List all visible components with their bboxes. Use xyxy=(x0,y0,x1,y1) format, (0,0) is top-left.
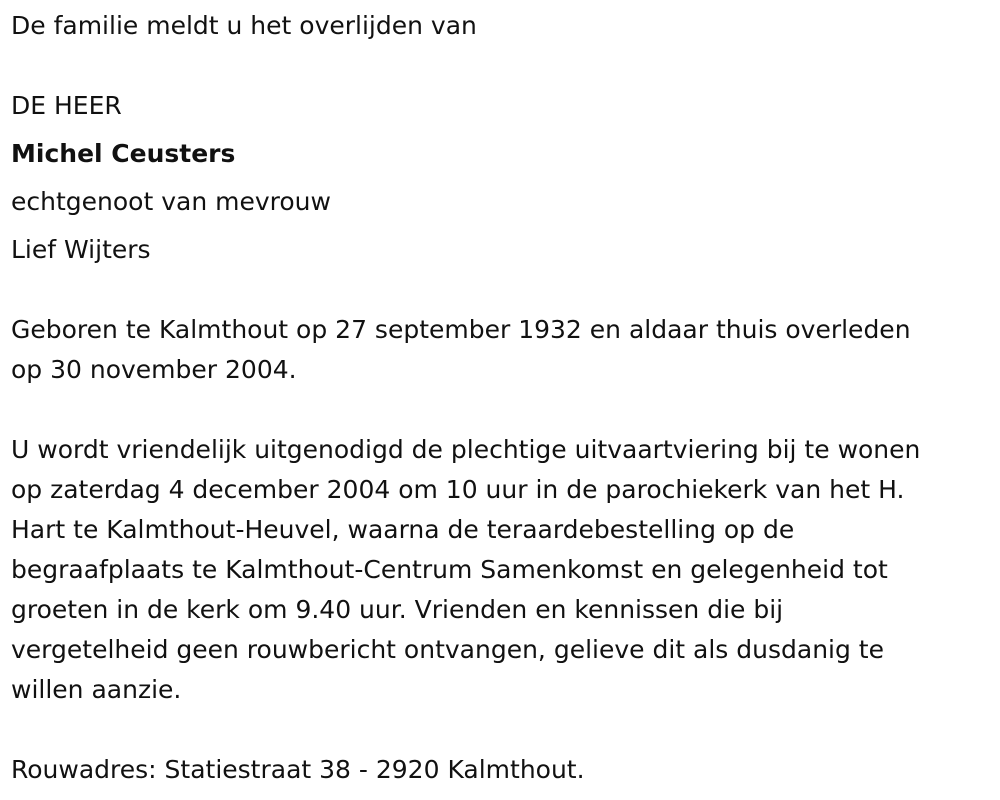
spouse-line-2: Lief Wijters xyxy=(11,235,151,264)
intro-text: De familie meldt u het overlijden van xyxy=(11,11,477,40)
funeral-line: begraafplaats te Kalmthout-Centrum Samenkomst en gelegenheid tot xyxy=(11,555,888,584)
funeral-line: vergetelheid geen rouwbericht ontvangen, gelieve dit als dusdanig te xyxy=(11,635,884,664)
funeral-line: op zaterdag 4 december 2004 om 10 uur in de parochiekerk van het H. xyxy=(11,475,905,504)
funeral-paragraph xyxy=(11,430,991,710)
funeral-line: Hart te Kalmthout-Heuvel, waarna de teraardebestelling op de xyxy=(11,515,795,544)
funeral-line: willen aanzie. xyxy=(11,675,182,704)
spacer xyxy=(11,222,991,230)
birth-death-line-2: op 30 november 2004. xyxy=(11,355,297,384)
spacer xyxy=(11,46,991,86)
mourning-address: Rouwadres: Statiestraat 38 - 2920 Kalmthout. xyxy=(11,755,585,784)
honorific-title: DE HEER xyxy=(11,91,122,120)
spacer xyxy=(11,174,991,182)
spacer xyxy=(11,270,991,310)
spouse-line-1: echtgenoot van mevrouw xyxy=(11,187,331,216)
birth-death-line-1: Geboren te Kalmthout op 27 september 1932 en aldaar thuis overleden xyxy=(11,315,911,344)
spacer xyxy=(11,390,991,430)
death-notice xyxy=(11,6,991,790)
funeral-line: U wordt vriendelijk uitgenodigd de plechtige uitvaartviering bij te wonen xyxy=(11,435,921,464)
spacer xyxy=(11,710,991,750)
funeral-line: groeten in de kerk om 9.40 uur. Vrienden en kennissen die bij xyxy=(11,595,784,624)
spacer xyxy=(11,126,991,134)
deceased-name: Michel Ceusters xyxy=(11,139,236,168)
